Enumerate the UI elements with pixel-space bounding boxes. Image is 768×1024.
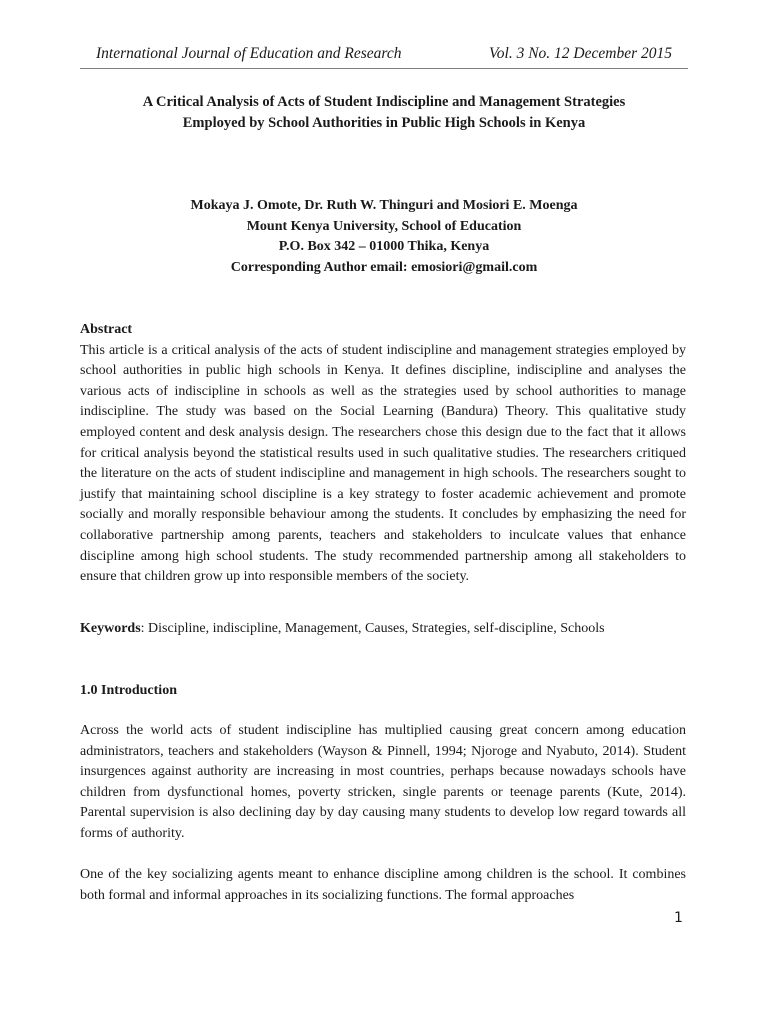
author-email: Corresponding Author email: emosiori@gmail.com	[230, 259, 538, 275]
page-number: 1	[674, 910, 683, 926]
introduction-paragraph-1	[80, 721, 686, 845]
journal-name: International Journal of Education and Research	[96, 45, 402, 62]
keywords-text: : Discipline, indiscipline, Management, Causes, Strategies, self-discipline, Schools	[140, 621, 605, 636]
title-line-1: A Critical Analysis of Acts of Student Indiscipline and Management Strategies	[142, 94, 626, 110]
section-heading: 1.0 Introduction	[80, 683, 177, 698]
keywords-section	[80, 619, 686, 640]
header-rule	[80, 68, 688, 69]
paper-title	[80, 92, 688, 134]
keywords-label: Keywords	[80, 621, 141, 636]
introduction-heading	[80, 681, 686, 702]
introduction-paragraph-2	[80, 865, 686, 906]
author-address: P.O. Box 342 – 01000 Thika, Kenya	[278, 239, 490, 254]
abstract-text: This article is a critical analysis of the acts of student indiscipline and management strategies employed by school authorities in public high schools in Kenya. It defines discipline, indiscipline and analyses the various acts of indiscipline in schools as well as the strategies used by school authorities to manage indiscipline. The study was based on the Social Learning (Bandura) Theory. This qualitative study employed content and desk analysis design. The researchers chose this design due to the fact that it allows for critical analysis beyond the statistical results used in such qualitative studies. The researchers critiqued the literature on the acts of student indiscipline and management in high schools. The researchers sought to justify that maintaining school discipline is a key strategy to foster academic achievement and promote socially and morally responsible behaviour among the students. It concludes by emphasizing the need for collaborative partnership among parents, teachers and stakeholders to inculcate values that enhance discipline among high school students. The study recommended partnership among all stakeholders to ensure that children grow up into responsible members of the society.	[80, 342, 686, 585]
author-names: Mokaya J. Omote, Dr. Ruth W. Thinguri and Mosiori E. Moenga	[190, 198, 578, 213]
abstract-heading: Abstract	[80, 322, 133, 337]
paragraph-text: Across the world acts of student indiscipline has multiplied causing great concern among education administrators, teachers and stakeholders (Wayson & Pinnell, 1994; Njoroge and Nyabuto, 2014). Student insurgences against authority are increasing in most countries, perhaps because nowadays schools have children from dysfunctional homes, poverty stricken, single parents or teenage parents (Kute, 2014). Parental supervision is also declining day by day causing many students to develop low regard towards all forms of authority.	[80, 723, 686, 841]
title-line-2: Employed by School Authorities in Public High Schools in Kenya	[182, 115, 586, 131]
author-affiliation: Mount Kenya University, School of Education	[246, 218, 522, 234]
paragraph-text: One of the key socializing agents meant to enhance discipline among children is the school. It combines both formal and informal approaches in its socializing functions. The formal approaches	[80, 867, 686, 903]
author-block	[80, 196, 688, 278]
abstract-section	[80, 320, 686, 588]
issue-info: Vol. 3 No. 12 December 2015	[489, 45, 672, 62]
running-header	[96, 45, 672, 67]
